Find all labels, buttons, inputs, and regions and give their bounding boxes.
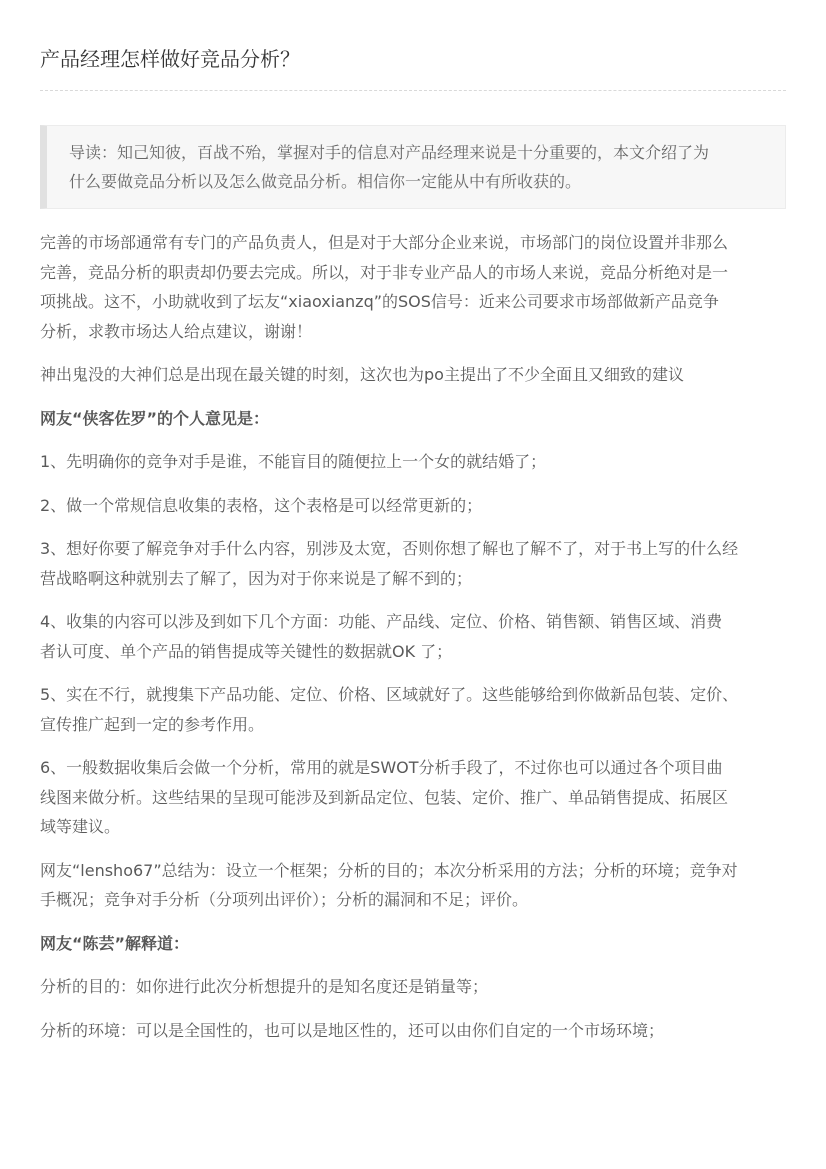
paragraph-line: 3、想好你要了解竞争对手什么内容，别涉及太宽，否则你想了解也了解不了，对于书上写的什么经 <box>40 539 739 558</box>
paragraph-line: 4、收集的内容可以涉及到如下几个方面：功能、产品线、定位、价格、销售额、销售区域、消费 <box>40 612 723 631</box>
intro-line: 什么要做竞品分析以及怎么做竞品分析。相信你一定能从中有所收获的。 <box>69 172 582 191</box>
intro-line: 导读：知己知彼，百战不殆，掌握对手的信息对产品经理来说是十分重要的，本文介绍了为 <box>69 143 710 162</box>
paragraph-line: 分析，求教市场达人给点建议，谢谢！ <box>40 321 313 341</box>
paragraph-line: 线图来做分析。这些结果的呈现可能涉及到新品定位、包装、定价、推广、单品销售提成、拓展区 <box>40 787 729 807</box>
paragraph-line: 营战略啊这种就别去了解了，因为对于你来说是了解不到的； <box>40 568 473 588</box>
paragraph-line: 完善的市场部通常有专门的产品负责人，但是对于大部分企业来说，市场部门的岗位设置并非那么 <box>40 233 729 252</box>
title-divider <box>40 90 786 91</box>
paragraph <box>40 753 786 842</box>
paragraph-line: 2、做一个常规信息收集的表格，这个表格是可以经常更新的； <box>40 495 483 515</box>
paragraph-line: 宣传推广起到一定的参考作用。 <box>40 714 265 734</box>
paragraph-line: 神出鬼没的大神们总是出现在最关键的时刻，这次也为po主提出了不少全面且又细致的建议 <box>40 365 684 384</box>
paragraph <box>40 228 786 346</box>
paragraph-line: 分析的环境：可以是全国性的，也可以是地区性的，还可以由你们自定的一个市场环境； <box>40 1020 665 1040</box>
paragraph-line: 网友“陈芸”解释道： <box>40 933 190 953</box>
article-title: 产品经理怎样做好竞品分析？ <box>40 47 300 71</box>
section-heading <box>40 404 786 434</box>
paragraph-line: 域等建议。 <box>40 817 121 836</box>
paragraph <box>40 534 786 593</box>
paragraph-line: 分析的目的：如你进行此次分析想提升的是知名度还是销量等； <box>40 977 489 996</box>
paragraph-line: 者认可度、单个产品的销售提成等关键性的数据就OK 了； <box>40 641 453 661</box>
paragraph-line: 手概况；竞争对手分析（分项列出评价）；分析的漏洞和不足；评价。 <box>40 890 529 909</box>
paragraph <box>40 856 786 915</box>
paragraph <box>40 1016 786 1046</box>
paragraph-line: 网友“lensho67”总结为：设立一个框架；分析的目的；本次分析采用的方法；分析的环境；竞争对 <box>40 860 738 880</box>
intro-box <box>40 125 786 209</box>
paragraph-line: 完善，竞品分析的职责却仍要去完成。所以，对于非专业产品人的市场人来说，竞品分析绝对是一 <box>40 262 729 282</box>
paragraph <box>40 680 786 739</box>
paragraph-line: 5、实在不行，就搜集下产品功能、定位、价格、区域就好了。这些能够给到你做新品包装、定价、 <box>40 685 739 704</box>
article-body <box>40 228 786 1059</box>
section-heading <box>40 929 786 959</box>
paragraph <box>40 447 786 477</box>
paragraph <box>40 491 786 521</box>
paragraph <box>40 607 786 666</box>
paragraph-line: 项挑战。这不，小助就收到了坛友“xiaoxianzq”的SOS信号：近来公司要求市场部做新产品竞争 <box>40 292 719 311</box>
paragraph-line: 网友“侠客佐罗”的个人意见是： <box>40 408 270 428</box>
paragraph <box>40 360 786 390</box>
paragraph-line: 6、一般数据收集后会做一个分析，常用的就是SWOT分析手段了，不过你也可以通过各个项目曲 <box>40 758 723 777</box>
paragraph-line: 1、先明确你的竞争对手是谁，不能盲目的随便拉上一个女的就结婚了； <box>40 452 547 471</box>
paragraph <box>40 972 786 1002</box>
